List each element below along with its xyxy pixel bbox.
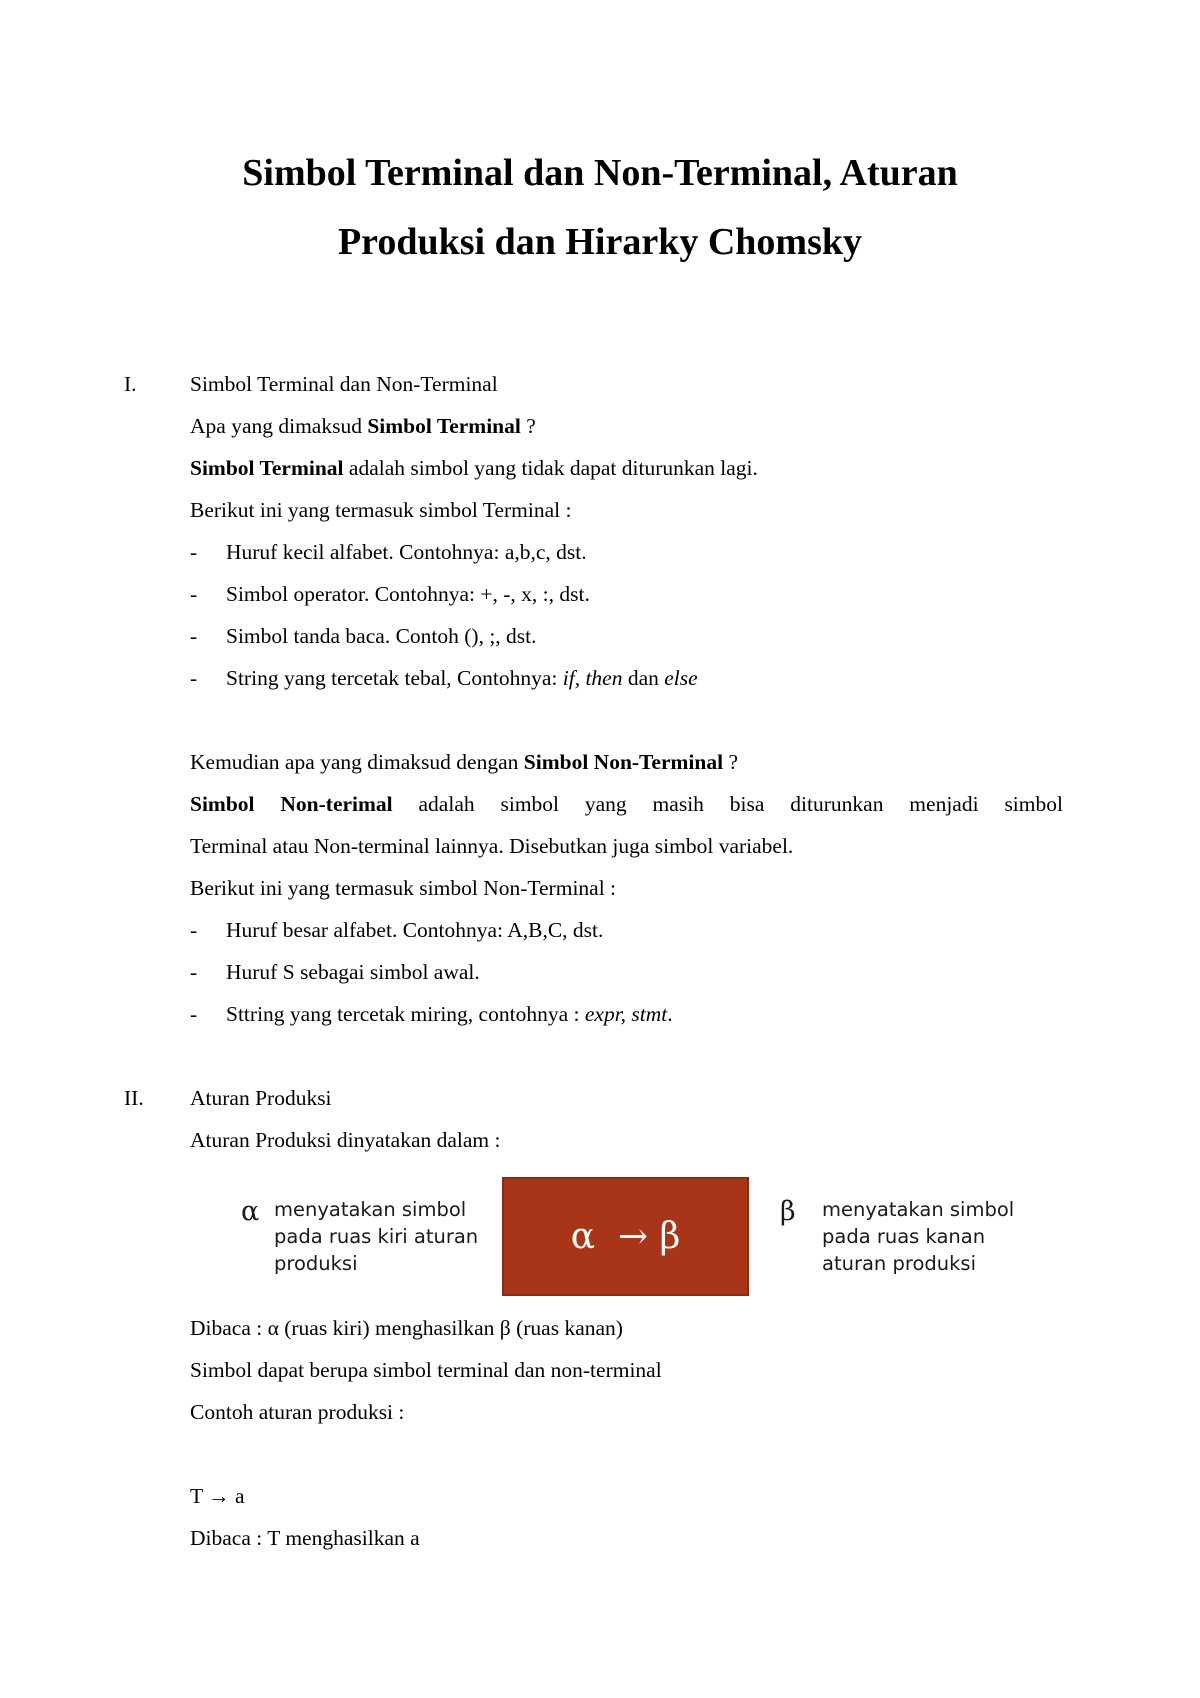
right-side-description: [822, 1196, 1014, 1277]
example-reading: Dibaca : T menghasilkan a: [190, 1526, 420, 1550]
right-side-description-line: menyatakan simbol: [822, 1198, 1015, 1221]
question-terminal-prefix: Apa yang dimaksud: [190, 414, 368, 438]
beta-symbol: β: [780, 1196, 796, 1227]
non-terminal-list-item-prefix: Sttring yang tercetak miring, contohnya :: [226, 1002, 585, 1026]
bullet-dash: -: [190, 918, 198, 942]
document-title-line-1: Simbol Terminal dan Non-Terminal, Aturan: [242, 152, 958, 194]
terminal-list-intro: Berikut ini yang termasuk simbol Terminal :: [190, 498, 572, 522]
definition-terminal-text: adalah simbol yang tidak dapat diturunkan lagi.: [343, 456, 758, 480]
bullet-dash: -: [190, 540, 198, 564]
terminal-list-item-mid: dan: [622, 666, 665, 690]
example-rule: T → a: [190, 1484, 245, 1508]
terminal-list-item-italic: if, then: [562, 666, 623, 690]
definition-non-terminal: [190, 794, 1063, 816]
reading-rule: Dibaca : α (ruas kiri) menghasilkan β (ruas kanan): [190, 1316, 623, 1340]
terminal-list-item: Simbol operator. Contohnya: +, -, x, :, dst.: [226, 582, 590, 606]
left-side-description: [274, 1196, 478, 1277]
non-terminal-list-item-italic: expr, stmt: [584, 1002, 668, 1026]
symbol-note: Simbol dapat berupa simbol terminal dan non-terminal: [190, 1358, 662, 1382]
definition-non-terminal-line-2: Terminal atau Non-terminal lainnya. Disebutkan juga simbol variabel.: [190, 834, 794, 858]
bullet-dash: -: [190, 1002, 198, 1026]
bullet-dash: -: [190, 666, 198, 690]
right-side-description-line: aturan produksi: [822, 1252, 976, 1275]
bullet-dash: -: [190, 582, 198, 606]
question-terminal-bold: Simbol Terminal: [367, 414, 521, 438]
section-1-heading: Simbol Terminal dan Non-Terminal: [190, 372, 498, 396]
right-side-description-line: pada ruas kanan: [822, 1225, 986, 1248]
definition-non-terminal-term: Simbol Non-terimal: [190, 792, 393, 816]
terminal-list-item-prefix: String yang tercetak tebal, Contohnya:: [226, 666, 563, 690]
question-non-terminal: [190, 752, 738, 774]
bullet-dash: -: [190, 960, 198, 984]
document-title-line-2: Produksi dan Hirarky Chomsky: [337, 221, 863, 263]
definition-terminal: [190, 458, 758, 480]
left-side-description-line: menyatakan simbol: [274, 1198, 467, 1221]
production-intro: Aturan Produksi dinyatakan dalam :: [190, 1128, 501, 1152]
terminal-list-item: Huruf kecil alfabet. Contohnya: a,b,c, dst.: [226, 540, 587, 564]
section-2-number: II.: [124, 1086, 144, 1110]
bullet-dash: -: [190, 624, 198, 648]
left-side-description-line: pada ruas kiri aturan: [274, 1225, 479, 1248]
non-terminal-list-intro: Berikut ini yang termasuk simbol Non-Terminal :: [190, 876, 617, 900]
section-2-heading: Aturan Produksi: [190, 1086, 332, 1110]
non-terminal-list-item: [226, 1004, 673, 1026]
question-non-terminal-prefix: Kemudian apa yang dimaksud dengan: [190, 750, 524, 774]
non-terminal-list-item-suffix: .: [667, 1002, 673, 1026]
question-non-terminal-bold: Simbol Non-Terminal: [523, 750, 724, 774]
terminal-list-item: Simbol tanda baca. Contoh (), ;, dst.: [226, 624, 537, 648]
question-terminal: [190, 416, 536, 438]
non-terminal-list-item: Huruf besar alfabet. Contohnya: A,B,C, dst.: [226, 918, 604, 942]
left-side-description-line: produksi: [274, 1252, 358, 1275]
section-1-number: I.: [124, 372, 137, 396]
non-terminal-list-item: Huruf S sebagai simbol awal.: [226, 960, 480, 984]
definition-non-terminal-text: adalah simbol yang masih bisa diturunkan menjadi simbol: [392, 792, 1063, 816]
production-rule-box: [502, 1177, 749, 1296]
terminal-list-item: [226, 668, 698, 690]
question-non-terminal-suffix: ?: [723, 750, 738, 774]
terminal-list-item-italic: else: [664, 666, 698, 690]
definition-terminal-term: Simbol Terminal: [190, 456, 344, 480]
example-intro: Contoh aturan produksi :: [190, 1400, 405, 1424]
question-terminal-suffix: ?: [520, 414, 536, 438]
production-rule-text: α → β: [570, 1216, 681, 1257]
alpha-symbol: α: [241, 1196, 260, 1227]
